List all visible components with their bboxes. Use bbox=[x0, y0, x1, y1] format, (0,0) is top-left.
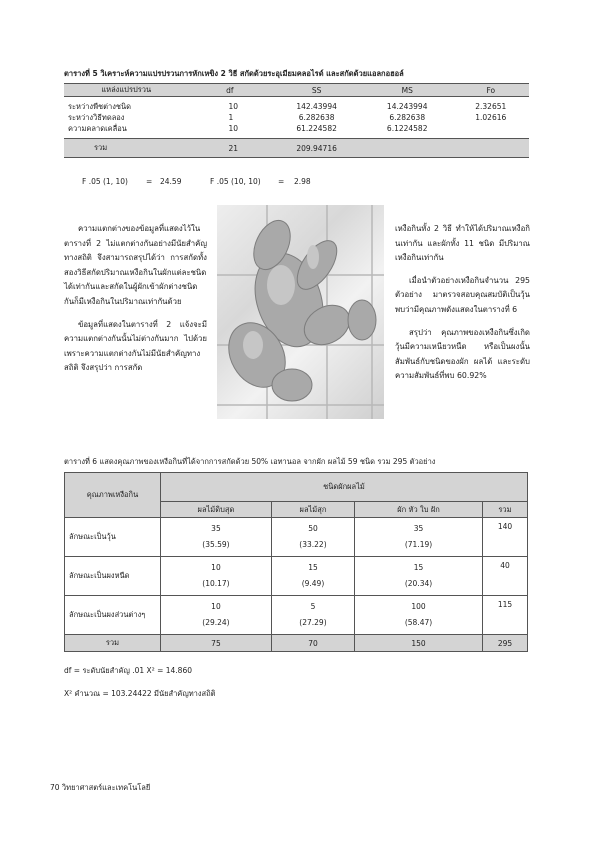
f-value-left-label: F .05 (1, 10) bbox=[82, 177, 128, 186]
expected: (71.19) bbox=[404, 540, 433, 549]
expected: (35.59) bbox=[202, 540, 230, 549]
cell bbox=[271, 596, 354, 635]
expected: (29.24) bbox=[202, 618, 230, 627]
cell bbox=[161, 518, 272, 557]
right-text-column bbox=[395, 222, 530, 384]
col-header: ผลไม้ดิบสุด bbox=[161, 502, 272, 518]
cell: 1 bbox=[228, 113, 234, 122]
count: 50 bbox=[308, 524, 318, 533]
expected: (10.17) bbox=[202, 579, 230, 588]
count: 35 bbox=[211, 524, 221, 533]
cell: รวม bbox=[64, 139, 188, 158]
ginger-photo bbox=[217, 205, 384, 419]
expected: (58.47) bbox=[404, 618, 433, 627]
cell bbox=[355, 518, 483, 557]
cell: 209.94716 bbox=[271, 139, 362, 158]
cell: ระหว่างวิธีทดลอง bbox=[68, 113, 125, 122]
cell bbox=[355, 596, 483, 635]
paragraph: ข้อมูลที่แสดงในตารางที่ 2 แจ้งจะมีความแตกต่างกันนั้นไม่ต่างกันมาก ไปด้วย เพราะความแตกต่างกันไม่มีนัยสำคัญทางสถิติ จึงสรุปว่า การสกัด bbox=[64, 319, 207, 373]
f-value-right-label: F .05 (10, 10) bbox=[210, 177, 261, 186]
table-row bbox=[65, 557, 528, 596]
count: 35 bbox=[413, 524, 424, 533]
cell bbox=[453, 139, 529, 158]
paragraph: เหงือกินทั้ง 2 วิธี ทำให้ได้ปริมาณเหงือกินเท่ากัน และผักทั้ง 11 ชนิด มีปริมาณเหงือกินเท่ากัน bbox=[395, 224, 530, 263]
row-header: คุณภาพเหงือกิน bbox=[65, 473, 161, 518]
col-header: Fo bbox=[453, 84, 529, 97]
f-value-right: 2.98 bbox=[294, 177, 311, 186]
cell bbox=[271, 557, 354, 596]
cell: 70 bbox=[271, 635, 354, 652]
expected: (9.49) bbox=[301, 579, 325, 588]
cell: 6.1224582 bbox=[386, 124, 428, 133]
ginger-illustration bbox=[217, 205, 384, 419]
row-label: ลักษณะเป็นผงหนืด bbox=[65, 557, 161, 596]
anova-table bbox=[64, 83, 529, 158]
cell bbox=[362, 139, 453, 158]
table-row bbox=[65, 518, 528, 557]
table-row bbox=[65, 596, 528, 635]
col-header: df bbox=[188, 84, 271, 97]
stat-note-2: X² คำนวณ = 103.24422 มีนัยสำคัญทางสถิติ bbox=[64, 689, 216, 698]
cell: 75 bbox=[161, 635, 272, 652]
fo-column bbox=[453, 97, 529, 139]
count: 15 bbox=[308, 563, 318, 572]
cell: ความคลาดเคลื่อน bbox=[68, 124, 127, 133]
page-footer: 70 วิทยาศาสตร์และเทคโนโลยี bbox=[50, 783, 151, 792]
cell: 2.32651 bbox=[475, 102, 507, 111]
df-column bbox=[188, 97, 271, 139]
cell: 295 bbox=[483, 635, 528, 652]
count: 10 bbox=[211, 602, 221, 611]
col-header: ผัก หัว ใบ ฝัก bbox=[355, 502, 483, 518]
table-row bbox=[64, 97, 529, 139]
expected: (33.22) bbox=[299, 540, 327, 549]
cell: 10 bbox=[228, 124, 238, 133]
cell bbox=[161, 596, 272, 635]
col-header: รวม bbox=[483, 502, 528, 518]
source-column bbox=[64, 97, 188, 139]
paragraph: ความแตกต่างของข้อมูลที่แสดงไว้ในตารางที่ 2 ไม่แตกต่างกันอย่างมีนัยสำคัญทางสถิติ จึงสามารถสรุปได้ว่า การสกัดทั้งสองวิธีสกัดปริมาณเหงือกินในผักแต่ละชนิดได้เท่ากันและสกัดในผู้ผักเข้าผักต่างชนิดกันก็มีเหงือกินในปริมาณเท่ากันด้วย bbox=[64, 224, 207, 306]
cell: 14.243994 bbox=[386, 102, 428, 111]
left-text-column bbox=[64, 222, 207, 376]
f-value-eq1: = bbox=[146, 177, 153, 186]
row-total: 115 bbox=[483, 596, 528, 635]
count: 100 bbox=[411, 602, 426, 611]
count: 5 bbox=[310, 602, 316, 611]
f-value-eq2: = bbox=[278, 177, 285, 186]
col-header: SS bbox=[271, 84, 362, 97]
expected: (20.34) bbox=[404, 579, 433, 588]
cell: 1.02616 bbox=[475, 113, 507, 122]
cell: 6.282638 bbox=[298, 113, 335, 122]
col-header: แหล่งแปรปรวน bbox=[64, 84, 188, 97]
row-label: ลักษณะเป็นวุ้น bbox=[65, 518, 161, 557]
table5-caption: ตารางที่ 5 วิเคราะห์ความแปรปรวนการหักเหขิง 2 วิธี สกัดด้วยระอุเมียมคลอไรด์ และสกัดด้วยแอลกอฮอล์ bbox=[64, 69, 404, 78]
count: 15 bbox=[413, 563, 424, 572]
f-value-left: 24.59 bbox=[160, 177, 182, 186]
ms-column bbox=[362, 97, 453, 139]
expected: (27.29) bbox=[299, 618, 327, 627]
count: 10 bbox=[211, 563, 221, 572]
stat-note-1: df = ระดับนัยสำคัญ .01 X² = 14.860 bbox=[64, 666, 192, 675]
ss-column bbox=[271, 97, 362, 139]
cell bbox=[355, 557, 483, 596]
group-header: ชนิดผักผลไม้ bbox=[161, 473, 528, 502]
cell bbox=[161, 557, 272, 596]
total-row bbox=[64, 139, 529, 158]
cell: 6.282638 bbox=[389, 113, 426, 122]
cell: 142.43994 bbox=[296, 102, 337, 111]
row-label: ลักษณะเป็นผงส่วนต่างๆ bbox=[65, 596, 161, 635]
paragraph: เมื่อนำตัวอย่างเหงือกินจำนวน 295 ตัวอย่าง มาตรวจสอบคุณสมบัติเป็นวุ้น พบว่ามีคุณภาพดังแสดงในตารางที่ 6 bbox=[395, 275, 530, 314]
cell: 61.224582 bbox=[296, 124, 337, 133]
col-header: MS bbox=[362, 84, 453, 97]
cell: รวม bbox=[65, 635, 161, 652]
cell: 150 bbox=[355, 635, 483, 652]
paragraph: สรุปว่า คุณภาพของเหงือกินซึ่งเกิดวุ้นมีความเหนียวหนืด หรือเป็นผงนั้นสัมพันธ์กับชนิดของผัก ผลได้ และระดับความสัมพันธ์ที่พบ 60.92% bbox=[395, 327, 530, 381]
cell bbox=[271, 518, 354, 557]
table6-caption: ตารางที่ 6 แสดงคุณภาพของเหงือกินที่ได้จากการสกัดด้วย 50% เอทานอล จากผัก ผลไม้ 59 ชนิด รวม 295 ตัวอย่าง bbox=[64, 457, 436, 466]
cell: 21 bbox=[188, 139, 271, 158]
quality-table bbox=[64, 472, 528, 652]
cell: ระหว่างพืชต่างชนิด bbox=[68, 102, 131, 111]
total-row bbox=[65, 635, 528, 652]
cell: 10 bbox=[228, 102, 238, 111]
row-total: 40 bbox=[483, 557, 528, 596]
col-header: ผลไม้สุก bbox=[271, 502, 354, 518]
row-total: 140 bbox=[483, 518, 528, 557]
